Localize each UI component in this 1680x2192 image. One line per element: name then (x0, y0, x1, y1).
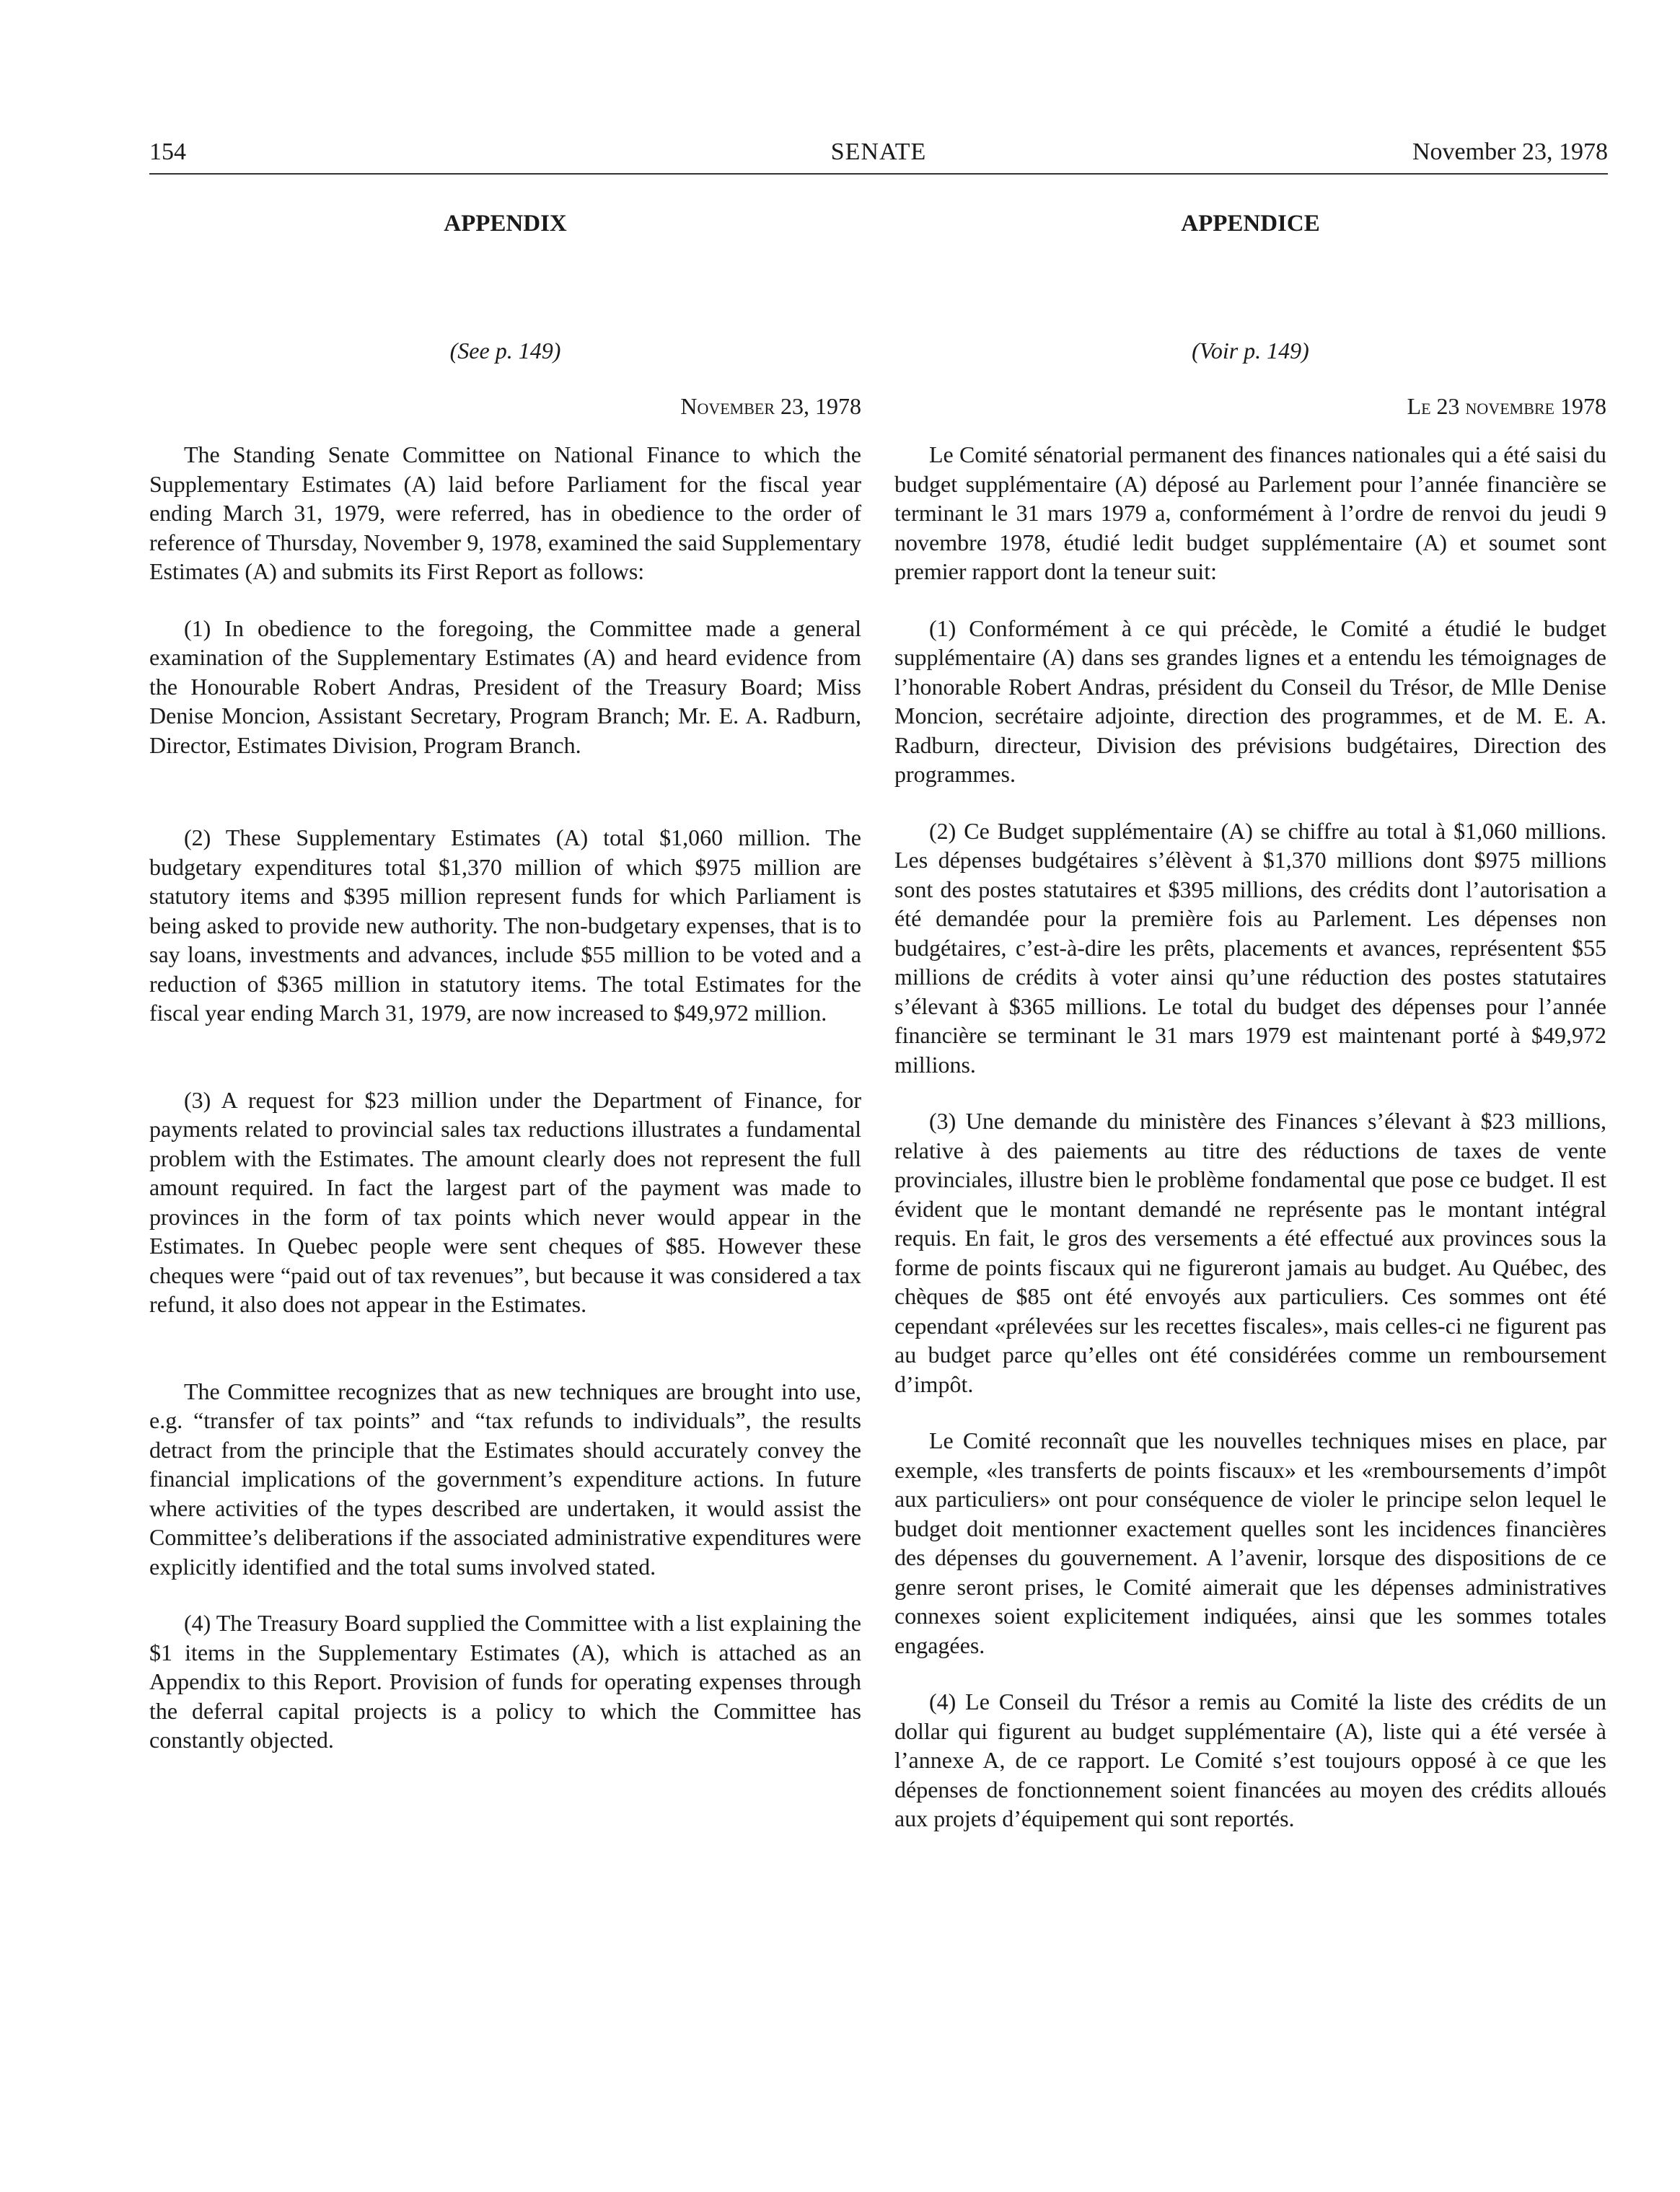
french-body (894, 440, 1606, 1834)
running-title: SENATE (830, 138, 927, 165)
appendice-title: APPENDICE (1181, 211, 1320, 237)
paragraph-2-fr: (2) Ce Budget supplémentaire (A) se chiffre au total à $1,060 millions. Les dépenses budgétaires s’élèvent à $1,370 millions dont $975 millions sont des postes statutaires et $395 millions, des crédits dont l’autorisation a été demandée pour la première fois au Parlement. Les dépenses non budgétaires, c’est-à-dire les prêts, placements et avances, représentent $55 millions de crédits à voter ainsi qu’une réduction des postes statutaires s’élevant à $365 millions. Le total du budget des dépenses pour l’année financière se terminant le 31 mars 1979 est maintenant porté à $49,972 millions. (894, 817, 1606, 1078)
paragraph-intro-fr: Le Comité sénatorial permanent des finances nationales qui a été saisi du budget supplémentaire (A) déposé au Parlement pour l’année financière se terminant le 31 mars 1979 a, conformément à l’ordre de renvoi du jeudi 9 novembre 1978, étudié ledit budget supplémentaire (A) et soumet sont premier rapport dont la teneur suit: (894, 441, 1606, 584)
page-reference-fr: (Voir p. 149) (1192, 338, 1309, 364)
paragraph-4-fr: (4) Le Conseil du Trésor a remis au Comité la liste des crédits de un dollar qui figurent au budget supplémentaire (A), liste qui a été versée à l’annexe A, de ce rapport. Le Comité s’est toujours opposé à ce que les dépenses de fonctionnement soient financées au moyen des crédits alloués aux projets d’équipement qui sont reportés. (894, 1689, 1606, 1831)
english-column (149, 209, 861, 1753)
english-body (149, 440, 861, 1755)
report-date: November 23, 1978 (680, 393, 861, 419)
page-header (149, 138, 1608, 176)
paragraph-3: (3) A request for $23 million under the Department of Finance, for payments related to provincial sales tax reductions illustrates a fundamental problem with the Estimates. The amount clearly does not represent the full amount required. In fact the largest part of the payment was made to provinces in the form of tax points which never would appear in the Estimates. In Quebec people were sent cheques of $85. However these cheques were “paid out of tax revenues”, but because it was considered a tax refund, it also does not appear in the Estimates. (149, 1086, 861, 1317)
paragraph-committee: The Committee recognizes that as new techniques are brought into use, e.g. “transfer of tax points” and “tax refunds to individuals”, the results detract from the principle that the Estimates should accurately convey the financial implications of the government’s expenditure actions. In future where activities of the types described are undertaken, it would assist the Committee’s deliberations if the associated administrative expenditures were explicitly identified and the total sums involved stated. (149, 1378, 861, 1580)
paragraph-committee-fr: Le Comité reconnaît que les nouvelles techniques mises en place, par exemple, «les transferts de points fiscaux» et les «remboursements d’impôt aux particuliers» ont pour conséquence de violer le principe selon lequel le budget doit mentionner exactement quelles sont les incidences financières des dépenses du gouvernement. A l’avenir, lorsque des dispositions de ce genre seront prises, le Comité aimerait que les dépenses administratives connexes soient explicitement indiquées, ainsi que les sommes totales engagées. (894, 1427, 1606, 1658)
paragraph-1: (1) In obedience to the foregoing, the Committee made a general examination of the Supplementary Estimates (A) and heard evidence from the Honourable Robert Andras, President of the Treasury Board; Miss Denise Moncion, Assistant Secretary, Program Branch; Mr. E. A. Radburn, Director, Estimates Division, Program Branch. (149, 615, 861, 758)
page-number: 154 (149, 138, 186, 165)
page-reference: (See p. 149) (449, 338, 561, 364)
paragraph-1-fr: (1) Conformément à ce qui précède, le Comité a étudié le budget supplémentaire (A) dans ses grandes lignes et a entendu les témoignages de l’honorable Robert Andras, président du Conseil du Trésor, de Mlle Denise Moncion, secrétaire adjointe, direction des programmes, et de M. E. A. Radburn, directeur, Division des prévisions budgétaires, Direction des programmes. (894, 615, 1606, 787)
paragraph-2: (2) These Supplementary Estimates (A) total $1,060 million. The budgetary expenditures total $1,370 million of which $975 million are statutory items and $395 million represent funds for which Parliament is being asked to provide new authority. The non-budgetary expenses, that is to say loans, investments and advances, include $55 million to be voted and a reduction of $365 million in statutory items. The total Estimates for the fiscal year ending March 31, 1979, are now increased to $49,972 million. (149, 824, 861, 1026)
paragraph-intro: The Standing Senate Committee on National Finance to which the Supplementary Estimates (A) laid before Parliament for the fiscal year ending March 31, 1979, were referred, has in obedience to the order of reference of Thursday, November 9, 1978, examined the said Supplementary Estimates (A) and submits its First Report as follows: (149, 441, 861, 584)
header-date: November 23, 1978 (1412, 138, 1608, 165)
paragraph-4: (4) The Treasury Board supplied the Committee with a list explaining the $1 items in the Supplementary Estimates (A), which is attached as an Appendix to this Report. Provision of funds for operating expenses through the deferral capital projects is a policy to which the Committee has constantly objected. (149, 1610, 861, 1753)
french-column (894, 209, 1606, 1831)
header-divider (149, 173, 1608, 175)
paragraph-3-fr: (3) Une demande du ministère des Finances s’élevant à $23 millions, relative à des paiements au titre des réductions de taxes de vente provinciales, illustre bien le problème fondamental que pose ce budget. Il est évident que le montant demandé ne représente pas le montant intégral requis. En fait, le gros des versements a été effectué aux provinces sous la forme de points fiscaux qui ne figureront jamais au budget. Au Québec, des chèques de $85 ont été envoyés aux particuliers. Ces sommes ont été cependant «prélevées sur les recettes fiscales», mais celles-ci ne figurent pas au budget parce qu’elles ont été considérées comme un remboursement d’impôt. (894, 1108, 1606, 1397)
report-date-fr: Le 23 novembre 1978 (1407, 393, 1606, 419)
appendix-title: APPENDIX (444, 211, 567, 237)
